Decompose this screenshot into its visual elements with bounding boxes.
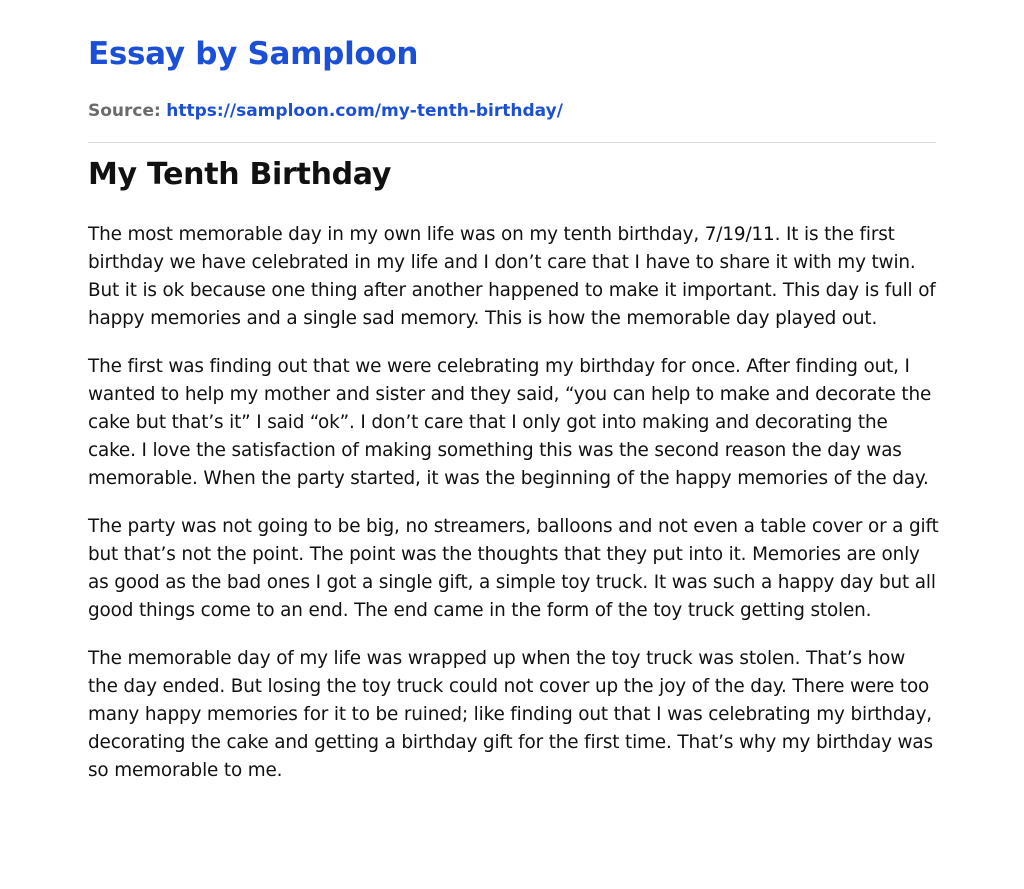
source-line	[88, 101, 563, 121]
essay-paragraph-3: The party was not going to be big, no streamers, balloons and not even a table cover or a gift but that’s not the point. The point was the thoughts that they put into it. Memories are only as good as the bad ones I got a single gift, a simple toy truck. It was such a happy day but all good things come to an end. The end came in the form of the toy truck getting stolen.	[88, 516, 939, 621]
brand-heading: Essay by Samploon	[88, 36, 419, 72]
essay-paragraph-1: The most memorable day in my own life was on my tenth birthday, 7/19/11. It is the first birthday we have celebrated in my life and I don’t care that I have to share it with my twin. But it is ok because one thing after another happened to make it important. This day is full of happy memories and a single sad memory. This is how the memorable day played out.	[88, 224, 936, 329]
essay-body	[88, 221, 940, 805]
source-link[interactable]: https://samploon.com/my-tenth-birthday/	[166, 101, 563, 121]
essay-paragraph-2: The first was finding out that we were celebrating my birthday for once. After finding out, I wanted to help my mother and sister and they said, “you can help to make and decorate the cake but that’s it” I said “ok”. I don’t care that I only got into making and decorating the cake. I love the satisfaction of making something this was the second reason the day was memorable. When the party started, it was the beginning of the happy memories of the day.	[88, 356, 932, 489]
essay-title: My Tenth Birthday	[88, 157, 392, 192]
header-divider	[88, 142, 936, 143]
source-label: Source:	[88, 101, 161, 121]
essay-paragraph-4: The memorable day of my life was wrapped up when the toy truck was stolen. That’s how the day ended. But losing the toy truck could not cover up the joy of the day. There were too many happy memories for it to be ruined; like finding out that I was celebrating my birthday, decorating the cake and getting a birthday gift for the first time. That’s why my birthday was so memorable to me.	[88, 648, 933, 781]
